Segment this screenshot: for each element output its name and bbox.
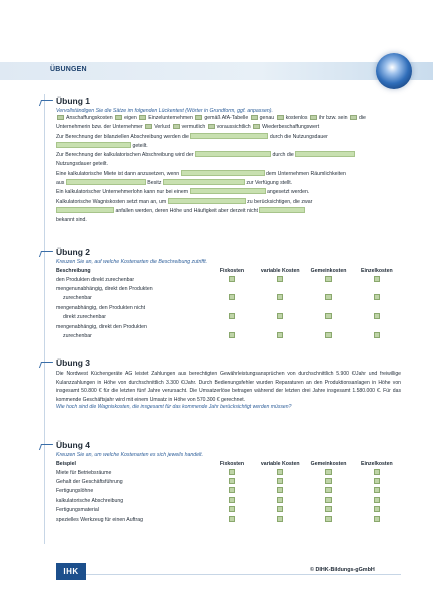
ihk-logo: IHK [56,563,86,580]
table-row [56,331,401,340]
exercise-4-title-text: Übung 4 [56,440,90,450]
checkbox-cell [353,506,401,515]
cloze-s4a: Ein kalkulatorischer Unternehmerlohn kann nur bei einem [56,189,189,196]
blank-input[interactable] [66,179,146,185]
column-header: Beispiel [56,461,76,467]
exercise-3-question: Wie hoch sind die Wagniskosten, die insgesamt für das kommende Jahr berücksichtigt werden müssen? [56,404,292,411]
row-label: mengenunabhängig, direkt den Produkten [56,286,153,293]
checkbox-cell [353,487,401,496]
checkbox[interactable] [277,276,284,282]
checkbox[interactable] [325,497,332,503]
exercise-4-title [56,440,401,450]
checkbox[interactable] [277,506,284,512]
cloze-s5a: Kalkulatorische Wagniskosten setzt man an, um [56,198,167,205]
word-checkbox[interactable] [195,115,202,120]
checkbox[interactable] [277,332,284,338]
checkbox[interactable] [374,478,381,484]
row-label: direkt zurechenbar [63,314,106,321]
checkbox[interactable] [374,497,381,503]
column-header: Gemeinkosten [310,268,347,274]
checkbox-cell [353,303,401,312]
checkbox-cell [304,515,352,524]
table-row [56,322,401,331]
title-bracket-icon [39,362,53,368]
word-checkbox[interactable] [253,124,260,129]
blank-input[interactable] [195,151,271,157]
checkbox-cell [256,322,304,331]
word-checkbox[interactable] [350,115,357,120]
checkbox-cell [208,468,256,477]
word-checkbox[interactable] [310,115,317,120]
checkbox-cell [304,331,352,340]
exercise-4-instruction: Kreuzen Sie an, um welche Kostenarten es sich jeweils handelt. [56,452,204,458]
checkbox-cell [208,313,256,322]
checkbox[interactable] [325,506,332,512]
checkbox[interactable] [229,487,236,493]
row-label: zurechenbar [63,295,92,302]
exercise-2-title [56,247,401,257]
checkbox[interactable] [229,276,236,282]
word-bank-item: ihr bzw. sein [318,115,348,121]
checkbox[interactable] [374,294,381,300]
checkbox[interactable] [325,516,332,522]
word-bank-item: vermutlich [181,124,206,131]
exercise-2-instruction: Kreuzen Sie an, auf welche Kostenarten die Beschreibung zutrifft. [56,259,208,265]
word-checkbox[interactable] [57,115,64,120]
table-row [56,506,401,515]
blank-input[interactable] [163,179,245,185]
checkbox[interactable] [325,294,332,300]
page-section-title: ÜBUNGEN [50,66,87,73]
row-label: mengenabhängig, den Produkten nicht [56,304,146,311]
blank-input[interactable] [56,207,114,213]
row-label: zurechenbar [63,333,92,340]
cloze-s3e: zur Verfügung stellt. [246,180,293,187]
checkbox[interactable] [229,478,236,484]
column-header: variable Kosten [260,268,300,274]
checkbox[interactable] [277,294,284,300]
row-label: spezielles Werkzeug für einen Auftrag [56,516,143,523]
word-checkbox[interactable] [173,124,180,129]
checkbox-cell [353,294,401,303]
word-bank-item: Einzelunternehmen [148,115,193,121]
exercise-4 [56,440,401,524]
blank-input[interactable] [168,198,246,204]
column-header: Fixkosten [219,461,245,467]
table-row [56,496,401,505]
column-header: Beschreibung [56,268,91,274]
word-bank-item: Anschaffungskosten [66,115,113,121]
checkbox[interactable] [229,313,236,319]
column-header: Einzelkosten [360,268,393,274]
checkbox-cell [304,294,352,303]
word-checkbox[interactable] [139,115,146,120]
checkbox[interactable] [374,516,381,522]
checkbox[interactable] [374,276,381,282]
cloze-s5d: bekannt sind. [56,217,87,224]
checkbox-cell [304,477,352,486]
checkbox[interactable] [325,332,332,338]
table-header-row [56,460,401,468]
checkbox-cell [208,496,256,505]
blank-input[interactable] [295,151,355,157]
exercise-1 [56,96,401,226]
checkbox-cell [256,331,304,340]
column-header: variable Kosten [260,461,300,467]
exercise-1-title-text: Übung 1 [56,96,90,106]
word-checkbox[interactable] [115,115,122,120]
checkbox[interactable] [229,516,236,522]
checkbox-cell [208,515,256,524]
checkbox-cell [304,468,352,477]
word-bank-item: voraussichtlich [216,124,251,131]
checkbox[interactable] [229,506,236,512]
column-header: Einzelkosten [360,461,393,467]
checkbox-cell [256,477,304,486]
checkbox-cell [256,294,304,303]
checkbox[interactable] [325,478,332,484]
table-row [56,294,401,303]
checkbox[interactable] [325,313,332,319]
word-checkbox[interactable] [208,124,215,129]
margin-divider [44,94,45,544]
checkbox-cell [353,496,401,505]
checkbox-cell [208,477,256,486]
checkbox-cell [256,506,304,515]
table-row [56,313,401,322]
cloze-s2b: durch die [272,152,294,159]
row-label: Fertigungsmaterial [56,507,99,514]
exercise-3 [56,358,401,410]
table-row [56,477,401,486]
exercise-2 [56,247,401,341]
row-label: den Produkten direkt zurechenbar [56,276,135,283]
checkbox-cell [304,487,352,496]
row-label: Gehalt der Geschäftsführung [56,479,123,486]
word-checkbox[interactable] [145,124,152,129]
cloze-s5c: anfallen werden, deren Höhe und Häufigkeit aber derzeit nicht [115,207,258,214]
word-bank-item: genau [259,115,275,121]
exercise-1-title [56,96,401,106]
table-row [56,284,401,293]
checkbox-cell [304,496,352,505]
checkbox-cell [208,284,256,293]
checkbox[interactable] [325,276,332,282]
checkbox-cell [256,275,304,284]
word-checkbox[interactable] [251,115,258,120]
checkbox[interactable] [374,332,381,338]
word-bank-item: Verlust [154,124,171,131]
row-label: Fertigungslöhne [56,488,94,495]
checkbox-cell [256,496,304,505]
checkbox[interactable] [229,469,236,475]
checkbox[interactable] [229,294,236,300]
checkbox-cell [256,303,304,312]
blank-input[interactable] [190,188,266,194]
blank-input[interactable] [190,133,268,139]
checkbox[interactable] [277,497,284,503]
table-row [56,303,401,312]
checkbox-cell [208,487,256,496]
table-row [56,487,401,496]
title-bracket-icon [39,444,53,450]
checkbox-cell [256,468,304,477]
checkbox-cell [256,313,304,322]
table-row [56,515,401,524]
cloze-s2c: Nutzungsdauer geteilt. [56,161,108,168]
checkbox[interactable] [325,487,332,493]
cloze-s3a: Eine kalkulatorische Miete ist dann anzusetzen, wenn [56,170,180,177]
checkbox[interactable] [277,469,284,475]
blank-input[interactable] [181,170,265,176]
title-bracket-icon [39,100,53,106]
row-label: mengenabhängig, direkt den Produkten [56,323,147,330]
column-header: Gemeinkosten [310,461,347,467]
checkbox[interactable] [374,506,381,512]
checkbox-cell [208,275,256,284]
decorative-orb-icon [376,53,412,89]
checkbox-cell [208,331,256,340]
cloze-s5b: zu berücksichtigen, die zwar [247,198,313,205]
footer-divider [56,574,401,575]
word-bank [56,114,401,133]
row-label: Miete für Betriebsräume [56,469,112,476]
checkbox-cell [256,487,304,496]
checkbox[interactable] [374,487,381,493]
word-bank-item: kostenlos [285,115,308,121]
checkbox[interactable] [277,487,284,493]
checkbox[interactable] [374,313,381,319]
cloze-text [56,133,401,226]
checkbox-cell [304,275,352,284]
table-row [56,468,401,477]
word-checkbox[interactable] [277,115,284,120]
checkbox-cell [304,506,352,515]
cloze-s3c: aus [56,180,65,187]
checkbox-cell [208,303,256,312]
cloze-s4b: angesetzt werden. [266,189,310,196]
checkbox-cell [353,477,401,486]
cloze-s3b: dem Unternehmen Räumlichkeiten [266,170,346,177]
exercise-2-title-text: Übung 2 [56,247,90,257]
checkbox-cell [353,275,401,284]
cloze-s2a: Zur Berechnung der kalkulatorischen Abschreibung wird der [56,152,194,159]
row-label: kalkulatorische Abschreibung [56,497,124,504]
checkbox[interactable] [229,497,236,503]
checkbox[interactable] [325,469,332,475]
checkbox-cell [304,313,352,322]
word-bank-item: gemäß AfA-Tabelle [204,115,249,121]
cloze-s1b: durch die Nutzungsdauer [269,133,328,140]
cloze-s3d: Besitz [147,180,162,187]
blank-input[interactable] [259,207,305,213]
word-bank-item: eigen [124,115,137,121]
column-header: Fixkosten [219,268,245,274]
checkbox-cell [353,468,401,477]
exercise-4-table [56,460,401,524]
checkbox-cell [353,515,401,524]
checkbox[interactable] [277,478,284,484]
checkbox-cell [353,313,401,322]
checkbox-cell [208,506,256,515]
table-header-row [56,267,401,275]
blank-input[interactable] [56,142,131,148]
copyright-notice: © DIHK-Bildungs-gGmbH [310,567,375,573]
checkbox[interactable] [277,313,284,319]
checkbox-cell [256,515,304,524]
checkbox-cell [353,284,401,293]
checkbox-cell [353,331,401,340]
title-bracket-icon [39,251,53,257]
table-row [56,275,401,284]
cloze-s1c: geteilt. [132,142,148,149]
checkbox-cell [208,322,256,331]
checkbox[interactable] [374,469,381,475]
checkbox[interactable] [229,332,236,338]
checkbox[interactable] [277,516,284,522]
exercise-1-instruction: Vervollständigen Sie die Sätze im folgenden Lückentext (Wörter in Grundform, ggf. anpassen). [56,108,273,114]
checkbox-cell [304,322,352,331]
word-bank-item: die Unternehmerin bzw. der Unternehmer [56,115,366,131]
checkbox-cell [304,303,352,312]
checkbox-cell [353,322,401,331]
checkbox-cell [304,284,352,293]
cloze-s1a: Zur Berechnung der bilanziellen Abschreibung werden die [56,133,189,140]
exercise-2-table [56,267,401,341]
checkbox-cell [256,284,304,293]
exercise-3-text: Die Nordwest Küchengeräte AG leistet Zahlungen aus berechtigten Gewährleistungsansprüchen von durchschnittlich 5.900 €/Jahr und freiwillige Kulanzzahlungen in Höhe von durchschnittlich 3.300 €/Jahr. Durch Bedienungsfehler wurden Reparaturen an den Produktionsanlagen in Höhe von insgesamt 50.800 € für die letzten fünf Jahre verursacht. Die Umsatzerlöse betragen während der letzten drei Jahre insgesamt 1.580.000 €. Für das kommende Geschäftsjahr wird mit einem Umsatz in Höhe von 570.300 € gerechnet. [56,371,401,403]
exercise-3-title-text: Übung 3 [56,358,90,368]
checkbox-cell [208,294,256,303]
word-bank-item: Wiederbeschaffungswert [262,124,320,131]
exercise-3-title [56,358,401,368]
